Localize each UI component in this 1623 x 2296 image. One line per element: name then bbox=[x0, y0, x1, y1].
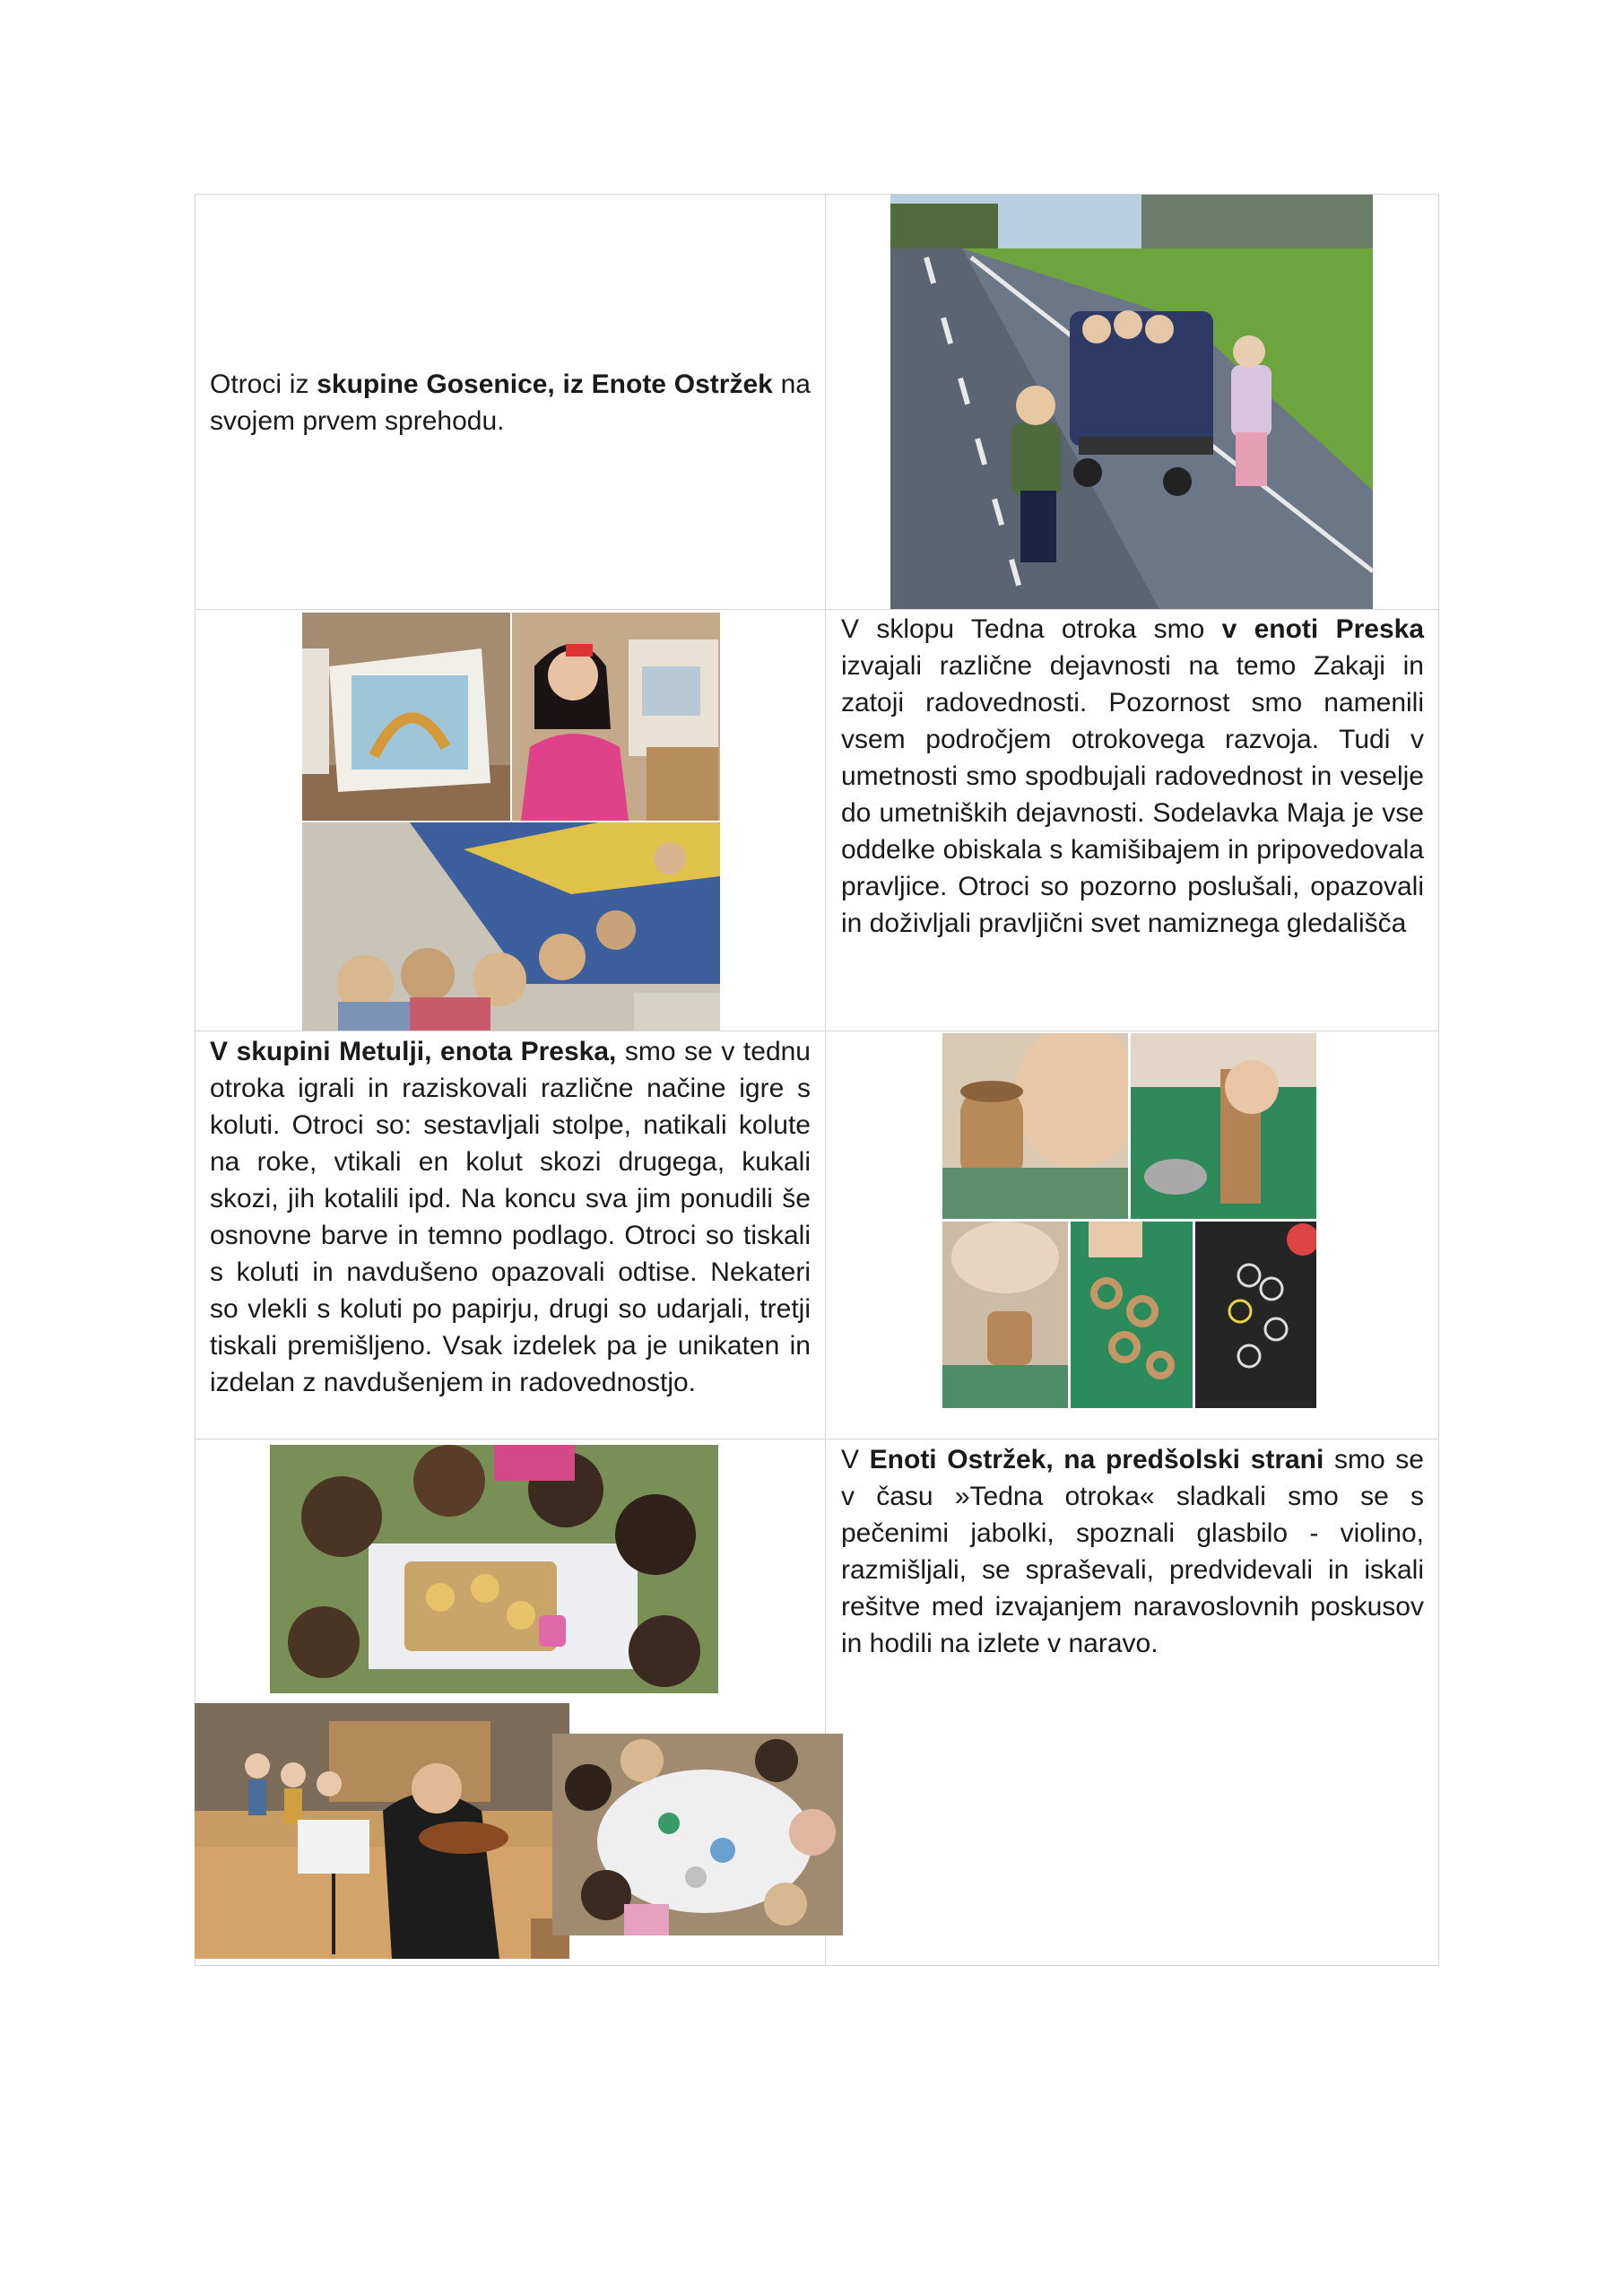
photo-walk-stroller bbox=[890, 195, 1373, 609]
text-run: Otroci iz bbox=[210, 370, 317, 399]
photo-violin-visit bbox=[195, 1703, 569, 1959]
text-run-bold: Enoti Ostržek, na predšolski strani bbox=[869, 1445, 1324, 1474]
row2-caption bbox=[841, 611, 1424, 942]
text-run: V bbox=[841, 1445, 870, 1474]
column-divider bbox=[825, 194, 826, 1966]
text-run: V sklopu Tedna otroka smo bbox=[841, 614, 1222, 644]
text-run-bold: V skupini Metulji, enota Preska, bbox=[210, 1037, 617, 1066]
text-run-bold: v enoti Preska bbox=[1221, 614, 1425, 644]
text-run-bold: skupine Gosenice, iz Enote Ostržek bbox=[317, 370, 773, 399]
photo-child-with-tube bbox=[942, 1033, 1128, 1219]
photo-baked-apples bbox=[270, 1445, 718, 1693]
photo-ring-arrangement bbox=[1071, 1222, 1193, 1408]
photo-rings-on-floor bbox=[942, 1222, 1068, 1408]
row4-caption bbox=[841, 1441, 1424, 1662]
text-run: na svojem prvem sprehodu. bbox=[210, 370, 811, 436]
photo-ring-prints bbox=[1195, 1222, 1316, 1408]
text-run: smo se v času »Tedna otroka« sladkali smo se s pečenimi jabolki, spoznali glasbilo - violino, razmišljali, se spraševali, predvidevali in iskali rešitve med izvajanjem naravoslovnih poskusov in hodili na izlete v naravo. bbox=[841, 1445, 1424, 1658]
text-run: smo se v tednu otroka igrali in raziskovali različne načine igre s koluti. Otroci so: sestavljali stolpe, natikali kolute na roke, vtikali en kolut skozi drugega, kukali skozi, jih kotalili ipd. Na koncu sva jim ponudili še osnovne barve in temno podlago. Otroci so tiskali s koluti in navdušeno opazovali odtise. Nekateri so vlekli s koluti po papirju, drugi so udarjali, tretji tiskali premišljeno. Vsak izdelek pa je unikaten in izdelan z navdušenjem in radovednostjo. bbox=[210, 1037, 811, 1397]
row3-caption bbox=[210, 1033, 811, 1401]
photo-teacher-storytelling bbox=[512, 613, 720, 821]
photo-kamishibai-theatre bbox=[302, 613, 510, 821]
photo-stacking-rings bbox=[1131, 1033, 1316, 1219]
row-divider bbox=[195, 609, 1439, 610]
photo-science-experiments bbox=[552, 1734, 843, 1935]
row1-caption bbox=[210, 366, 811, 439]
text-run: izvajali različne dejavnosti na temo Zakaji in zatoji radovednosti. Pozornost smo namenili vsem področjem otrokovega razvoja. Tudi v umetnosti smo spodbujali radovednost in veselje do umetniških dejavnosti. Sodelavka Maja je vse oddelke obiskala s kamišibajem in pripovedovala pravljice. Otroci so pozorno poslušali, opazovali in doživljali pravljični svet namiznega gledališča bbox=[841, 651, 1424, 938]
photo-children-listening bbox=[302, 822, 720, 1031]
